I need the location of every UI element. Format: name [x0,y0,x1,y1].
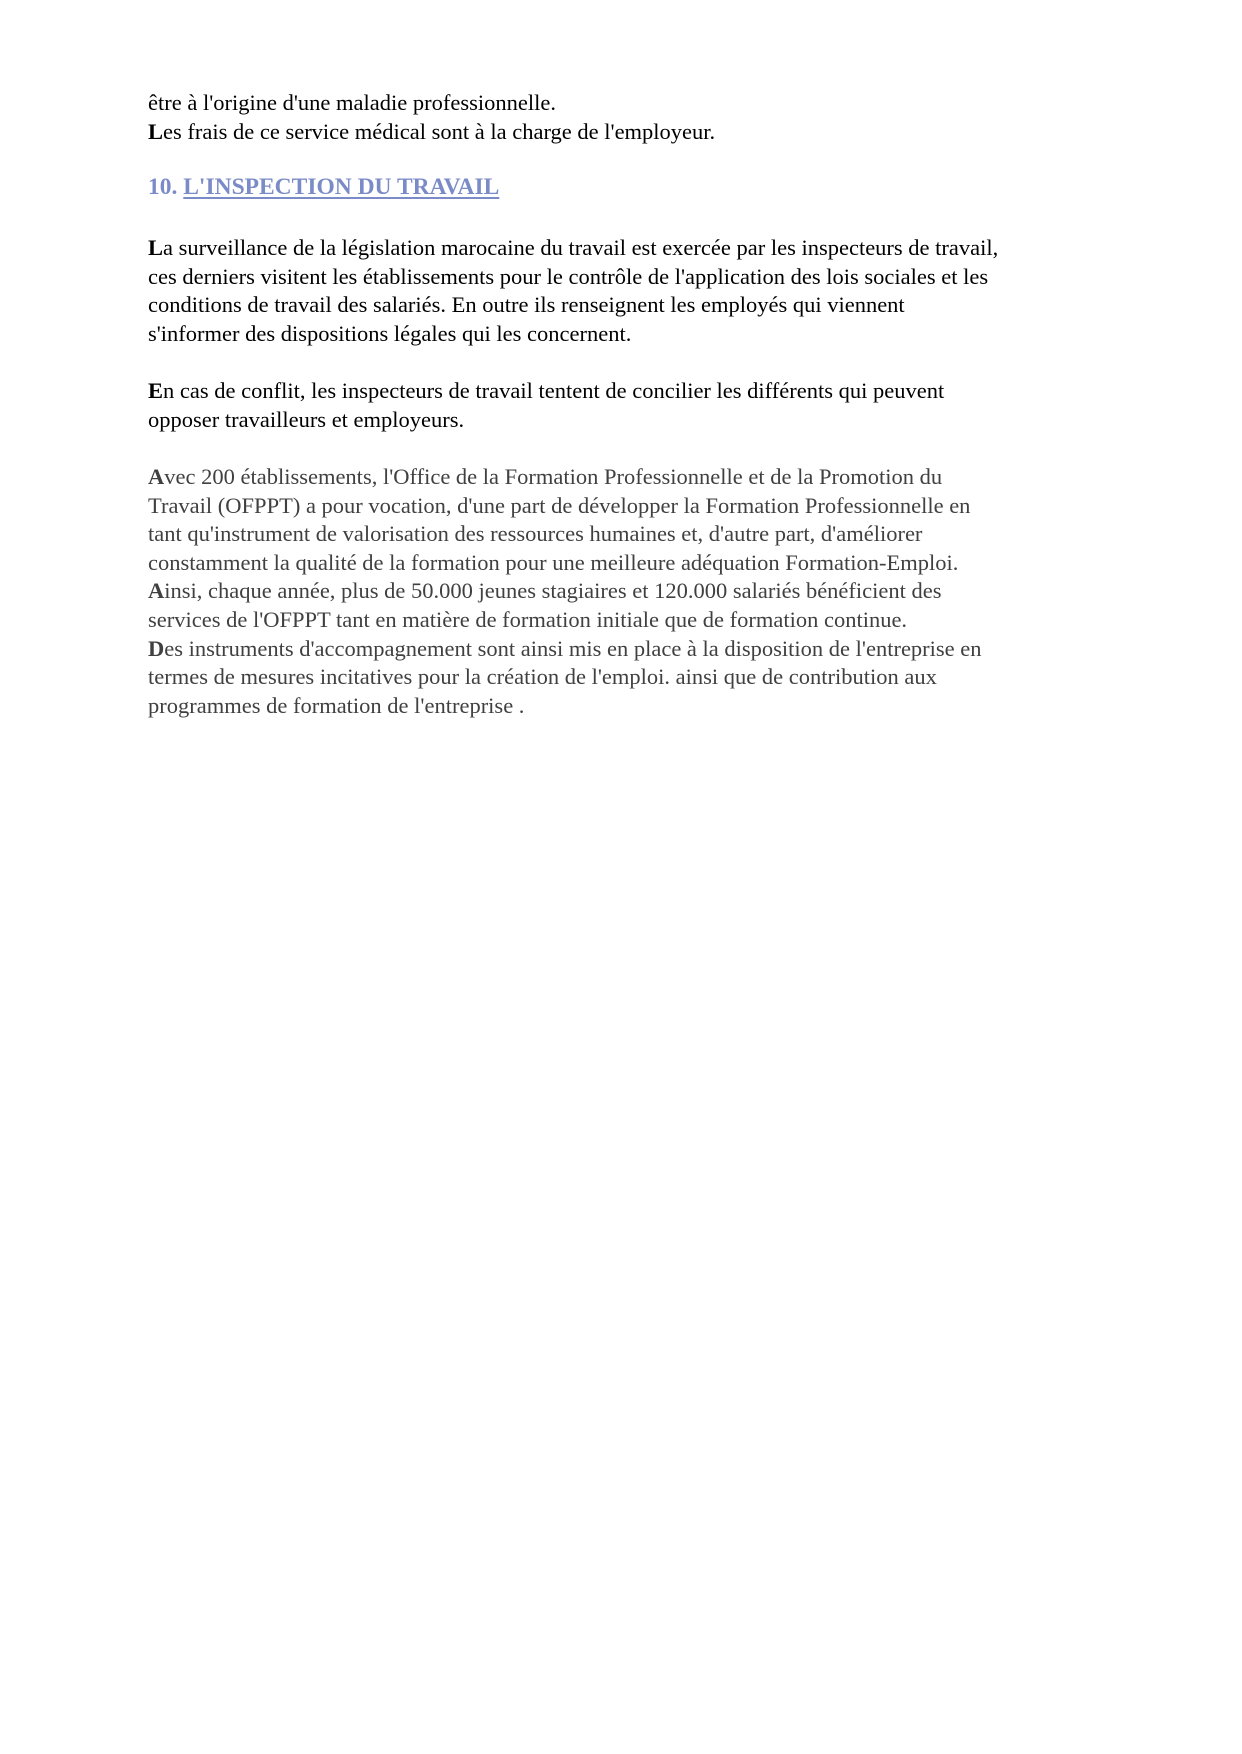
paragraph-line: s'informer des dispositions légales qui les concernent. [148,320,632,346]
line-text: insi, chaque année, plus de 50.000 jeunes stagiaires et 120.000 salariés bénéficient des [164,578,942,604]
dropcap: L [148,118,164,144]
dropcap: L [148,235,164,260]
section-number: 10. [148,174,178,200]
paragraph-line [148,234,1098,263]
dropcap: E [148,378,164,403]
paragraph-line: ces derniers visitent les établissements pour le contrôle de l'application des lois sociales et les [148,263,989,289]
paragraph-line [148,463,1098,492]
paragraph-line: programmes de formation de l'entreprise . [148,692,525,718]
paragraph-line [148,577,1098,606]
paragraph-line: termes de mesures incitatives pour la création de l'emploi. ainsi que de contribution aux [148,664,937,690]
line-text: n cas de conflit, les inspecteurs de travail tentent de concilier les différents qui peuvent [163,378,945,403]
line-text: es instruments d'accompagnement sont ainsi mis en place à la disposition de l'entreprise en [164,635,982,661]
intro-line-2 [148,118,1098,147]
line-text: vec 200 établissements, l'Office de la Formation Professionnelle et de la Promotion du [164,464,943,489]
paragraph-line: tant qu'instrument de valorisation des ressources humaines et, d'autre part, d'améliorer [148,521,923,547]
paragraph-ofppt [148,463,1098,720]
paragraph-conflit [148,377,1098,434]
line-text: a surveillance de la législation marocaine du travail est exercée par les inspecteurs de travail, [163,235,999,260]
paragraph-line: conditions de travail des salariés. En outre ils renseignent les employés qui viennent [148,292,905,318]
paragraph-line: services de l'OFPPT tant en matière de formation initiale que de formation continue. [148,606,908,632]
paragraph-line: constamment la qualité de la formation pour une meilleure adéquation Formation-Emploi. [148,549,959,575]
section-heading [148,172,499,202]
paragraph-line [148,635,1098,664]
dropcap: A [148,578,165,604]
dropcap: D [148,635,165,661]
dropcap: A [148,464,165,489]
paragraph-line: opposer travailleurs et employeurs. [148,406,465,432]
section-title: L'INSPECTION DU TRAVAIL [183,174,500,200]
intro-line-1: être à l'origine d'une maladie professionnelle. [148,90,556,115]
paragraph-surveillance [148,234,1098,348]
paragraph-line: Travail (OFPPT) a pour vocation, d'une part de développer la Formation Professionnelle en [148,492,971,518]
paragraph-line [148,377,1098,406]
intro-paragraph [148,89,1098,146]
intro-line-2-text: es frais de ce service médical sont à la charge de l'employeur. [163,118,716,144]
